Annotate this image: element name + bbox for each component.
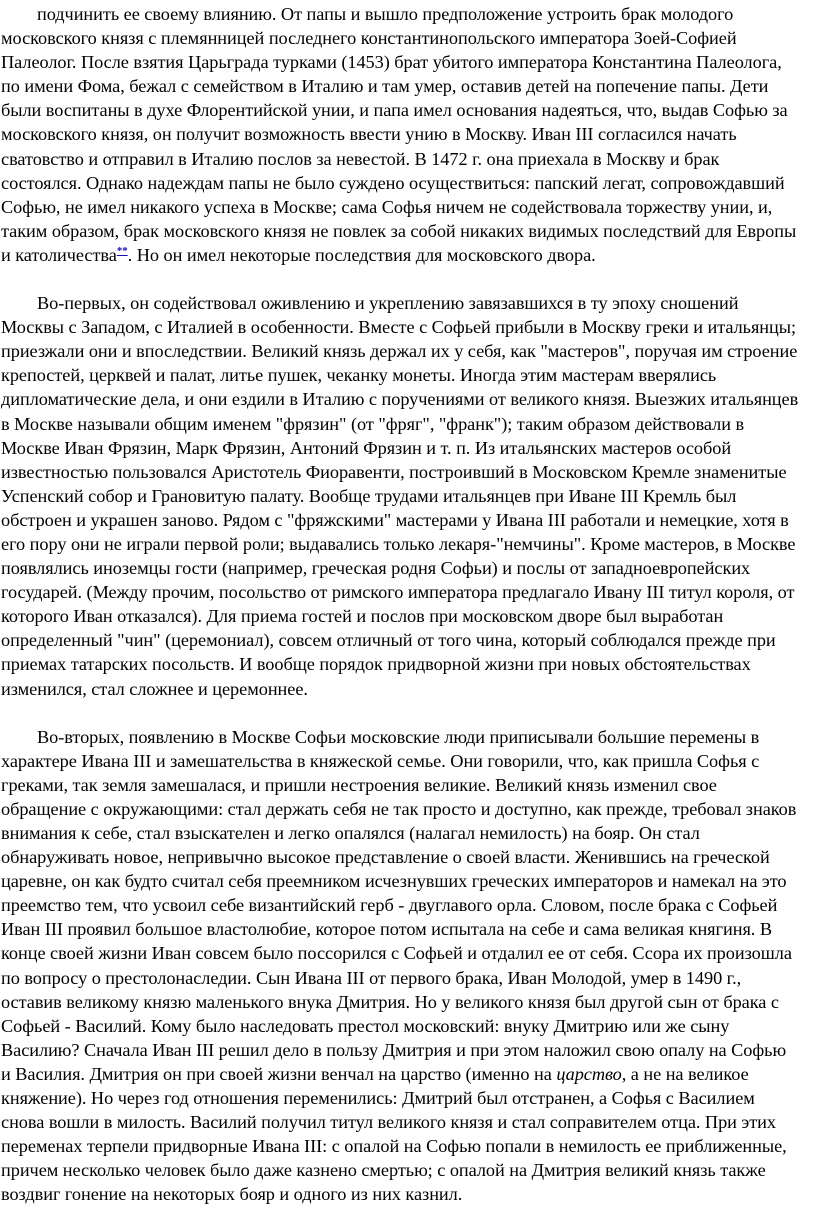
paragraph-gap — [1, 267, 800, 291]
paragraph-2: Во-первых, он содействовал оживлению и укреплению завязавшихся в ту эпоху сношений Москвы с Западом, с Италией в особенности. Вместе с Софьей прибыли в Москву греки и итальянцы; приезжали они и впоследствии. Великий князь держал их у себя, как "мастеров", поручая им строение крепостей, церквей и палат, литье пушек, чеканку монеты. Иногда этим мастерам вверялись дипломатические дела, и они ездили в Италию с поручениями от великого князя. Выезжих итальянцев в Москве называли общим именем "фрязин" (от "фряг", "франк"); таким образом действовали в Москве Иван Фрязин, Марк Фрязин, Антоний Фрязин и т. п. Из итальянских мастеров особой известностью пользовался Аристотель Фиоравенти, построивший в Московском Кремле знаменитые Успенский собор и Грановитую палату. Вообще трудами итальянцев при Иване III Кремль был обстроен и украшен заново. Рядом с "фряжскими" мастерами у Ивана III работали и немецкие, хотя в его пору они не играли первой роли; выдавались только лекаря-"немчины". Кроме мастеров, в Москве появлялись иноземцы гости (например, греческая родня Софьи) и послы от западноевропейских государей. (Между прочим, посольство от римского императора предлагало Ивану III титул короля, от которого Иван отказался). Для приема гостей и послов при московском дворе был выработан определенный "чин" (церемониал), совсем отличный от того чина, который соблюдался прежде при приемах татарских посольств. И вообще порядок придворной жизни при новых обстоятельствах изменился, стал сложнее и церемоннее. — [1, 293, 799, 699]
paragraph-3-text-end: а не на великое княжение). Но через год отношения переменились: Дмитрий был отстранен, а Софья с Василием снова вошли в милость. Василий получил титул великого князя и стал соправителем отца. При этих переменах терпели придворные Ивана III: с опалой на Софью попали в немилость ее приближенные, причем несколько человек было даже казнено смертью; с опалой на Дмитрия великий князь также воздвиг гонение на некоторых бояр и одного из них казнил. — [1, 1063, 787, 1205]
paragraph-1 — [1, 2, 800, 267]
italic-emphasis: царство, — [556, 1063, 627, 1084]
paragraph-3 — [1, 725, 800, 1207]
paragraph-1-text: подчинить ее своему влиянию. От папы и вышло предположение устроить брак молодого московского князя с племянницей последнего константинопольского императора Зоей-Софией Палеолог. После взятия Царьграда турками (1453) брат убитого императора Константина Палеолога, по имени Фома, бежал с семейством в Италию и там умер, оставив детей на попечение папы. Дети были воспитаны в духе Флорентийской унии, и папа имел основания надеяться, что, выдав Софью за московского князя, он получит возможность ввести унию в Москву. Иван III согласился начать сватовство и отправил в Италию послов за невестой. В 1472 г. она приехала в Москву и брак состоялся. Однако надеждам папы не было суждено осуществиться: папский легат, сопровождавший Софью, не имел никакого успеха в Москве; сама Софья ничем не содействовала торжеству унии, и, таким образом, брак московского князя не повлек за собой никаких видимых последствий для Европы и католичества — [1, 4, 797, 265]
footnote-link[interactable]: ** — [116, 244, 128, 257]
paragraph-1-text-end: . Но он имел некоторые последствия для московского двора. — [127, 244, 596, 265]
paragraph-3-text: Во-вторых, появлению в Москве Софьи московские люди приписывали большие перемены в характере Ивана III и замешательства в княжеской семье. Они говорили, что, как пришла Софья с греками, так земля замешалася, и пришли нестроения великие. Великий князь изменил свое обращение с окружающими: стал держать себя не так просто и доступно, как прежде, требовал знаков внимания к себе, стал взыскателен и легко опалялся (налагал немилость) на бояр. Он стал обнаруживать новое, непривычно высокое представление о своей власти. Женившись на греческой царевне, он как будто считал себя преемником исчезнувших греческих императоров и намекал на это преемство тем, что усвоил себе византийский герб - двуглавого орла. Словом, после брака с Софьей Иван III проявил большое властолюбие, которое потом испытала на себе и сама великая княгиня. В конце своей жизни Иван совсем было поссорился с Софьей и отдалил ее от себя. Ссора их произошла по вопросу о престолонаследии. Сын Ивана III от первого брака, Иван Молодой, умер в 1490 г., оставив великому князю маленького внука Дмитрия. Но у великого князя был другой сын от брака с Софьей - Василий. Кому было наследовать престол московский: внуку Дмитрию или же сыну Василию? Сначала Иван III решил дело в пользу Дмитрия и при этом наложил свою опалу на Софью и Василия. Дмитрия он при своей жизни венчал на царство (именно на — [1, 726, 797, 1084]
paragraph-gap — [1, 701, 800, 725]
